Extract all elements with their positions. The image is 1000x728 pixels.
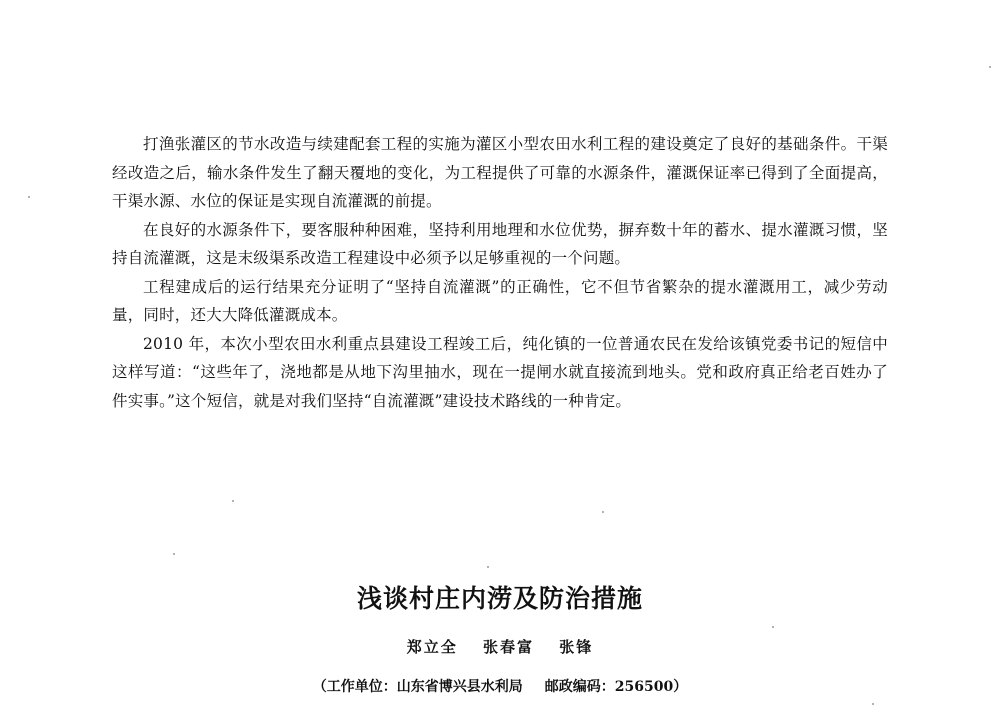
scan-speck xyxy=(28,196,30,198)
paragraph-3: 工程建成后的运行结果充分证明了“坚持自流灌溉”的正确性，它不但节省繁杂的提水灌溉用工，减少劳动量，同时，还大大降低灌溉成本。 xyxy=(112,277,888,324)
scan-speck xyxy=(602,511,604,513)
scan-speck xyxy=(772,626,774,628)
author-name: 张春富 xyxy=(482,638,534,656)
paragraph-4: 2010 年，本次小型农田水利重点县建设工程竣工后，纯化镇的一位普通农民在发给该镇党委书记的短信中这样写道：“这些年了，浇地都是从地下沟里抽水，现在一提闸水就直接流到地头。党和政府真正给老百姓办了件实事。”这个短信，就是对我们坚持“自流灌溉”建设技术路线的一种肯定。 xyxy=(112,334,888,410)
scan-speck xyxy=(173,553,175,555)
author-affiliation xyxy=(0,676,1000,696)
scan-speck xyxy=(872,703,874,705)
author-name: 郑立全 xyxy=(406,638,458,656)
article-title: 浅谈村庄内涝及防治措施 xyxy=(356,584,643,613)
scan-speck xyxy=(232,500,234,502)
author-list xyxy=(0,636,1000,657)
author-name: 张锋 xyxy=(559,638,594,656)
affiliation-unit: （工作单位：山东省博兴县水利局 xyxy=(312,679,523,695)
paragraph-1: 打渔张灌区的节水改造与续建配套工程的实施为灌区小型农田水利工程的建设奠定了良好的基础条件。干渠经改造之后，输水条件发生了翻天覆地的变化，为工程提供了可靠的水源条件，灌溉保证率已得到了全面提高，干渠水源、水位的保证是实现自流灌溉的前提。 xyxy=(112,135,888,210)
scan-speck xyxy=(487,566,489,568)
body-text xyxy=(112,130,888,415)
scan-speck xyxy=(989,66,991,68)
affiliation-postcode: 邮政编码：256500） xyxy=(544,679,688,695)
paragraph-2: 在良好的水源条件下，要客服种种困难，坚持利用地理和水位优势，摒弃数十年的蓄水、提水灌溉习惯，坚持自流灌溉，这是末级渠系改造工程建设中必须予以足够重视的一个问题。 xyxy=(112,220,888,267)
